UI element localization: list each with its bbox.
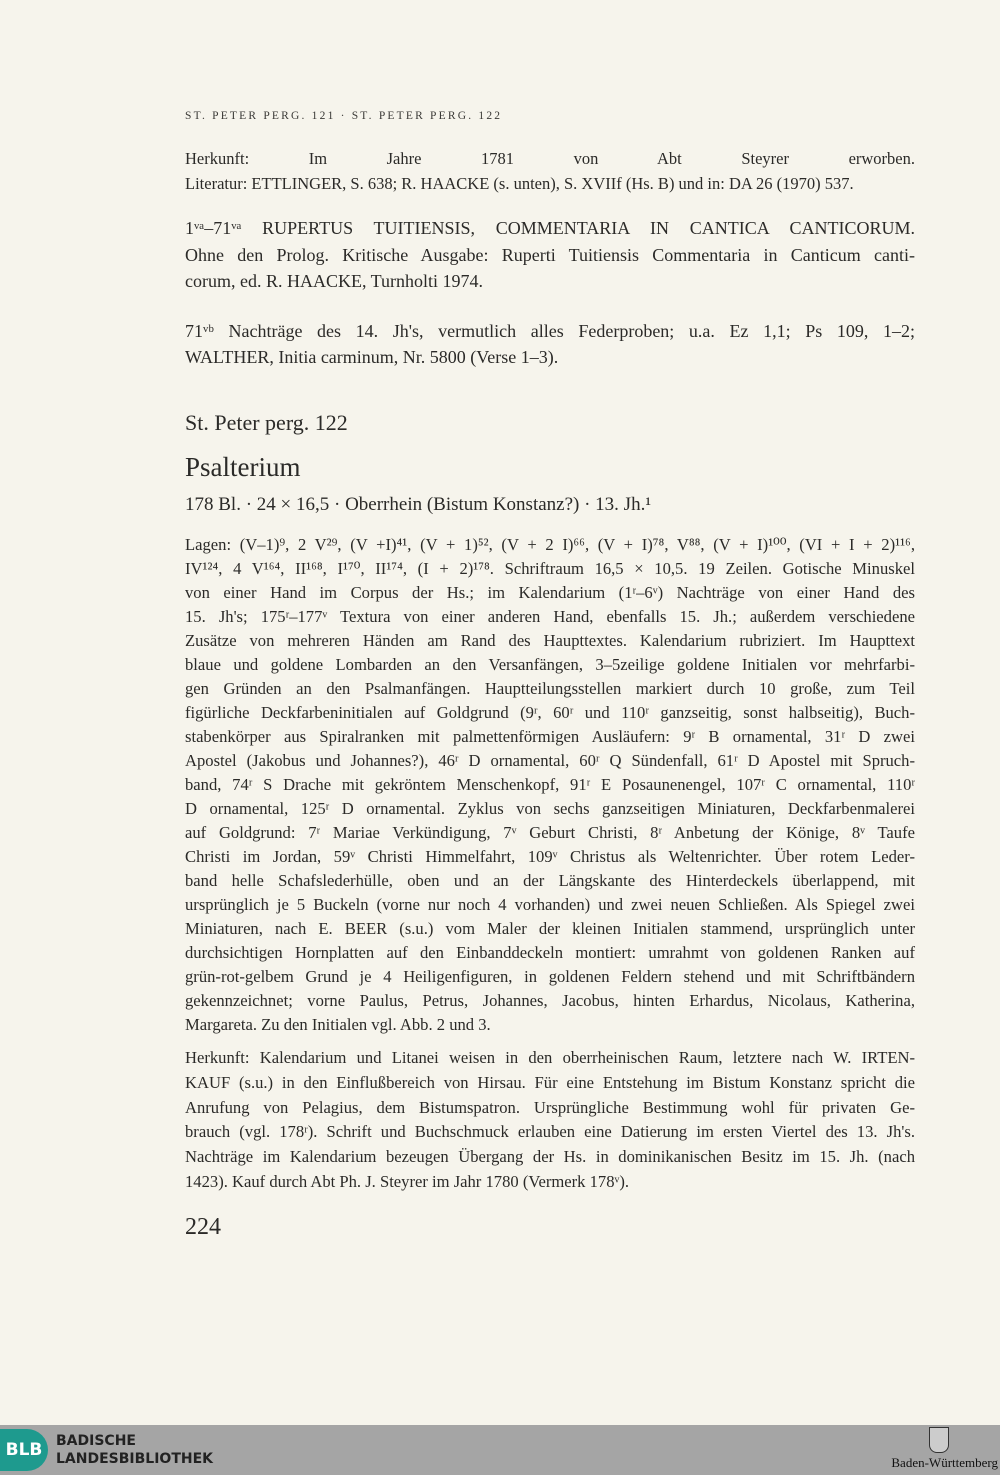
- text-line: band helle Schafslederhülle, oben und an der Längskante des Hinterdeckels überlappend, mit: [185, 871, 915, 890]
- text-line: ursprünglich je 5 Buckeln (vorne nur noch 4 vorhanden) und zwei neuen Schließen. Als Spiegel zwei: [185, 895, 915, 914]
- library-name-line1: BADISCHE: [56, 1433, 136, 1449]
- text-line: auf Goldgrund: 7ʳ Mariae Verkündigung, 7ᵛ Geburt Christi, 8ʳ Anbetung der Könige, 8ᵛ Taufe: [185, 823, 915, 842]
- footer-bar: [0, 1425, 1000, 1475]
- text-line: band, 74ʳ S Drache mit gekröntem Menschenkopf, 91ʳ E Posaunenengel, 107ʳ C ornamental, 110ʳ: [185, 775, 915, 794]
- text-line: durchsichtigen Hornplatten auf den Einbanddeckeln montiert: umrahmt von goldenen Ranken auf: [185, 943, 915, 962]
- text-line: blaue und goldene Lombarden an den Versanfängen, 3–5zeilige goldene Initialen vor mehrfarbi-: [185, 655, 915, 674]
- library-name-line2: LANDESBIBLIOTHEK: [56, 1451, 214, 1467]
- text-line: brauch (vgl. 178ʳ). Schrift und Buchschmuck erlauben eine Datierung im ersten Viertel des 13. Jh's.: [185, 1122, 915, 1142]
- text-line: Zusätze von mehreren Händen am Rand des Haupttextes. Kalendarium rubriziert. Im Haupttext: [185, 631, 915, 650]
- page-number: 224: [185, 1214, 221, 1240]
- text-line: Herkunft: Kalendarium und Litanei weisen in den oberrheinischen Raum, letztere nach W. IRTEN-: [185, 1048, 915, 1067]
- text-line: 1ᵛᵃ–71ᵛᵃ RUPERTUS TUITIENSIS, COMMENTARIA IN CANTICA CANTICORUM.: [185, 218, 915, 238]
- text-line: corum, ed. R. HAACKE, Turnholti 1974.: [185, 271, 484, 291]
- state-label: Baden-Württemberg: [891, 1455, 998, 1470]
- text-line: gekennzeichnet; vorne Paulus, Petrus, Johannes, Jacobus, hinten Erhardus, Nicolaus, Katherina,: [185, 991, 915, 1010]
- manuscript-signature: St. Peter perg. 122: [185, 410, 348, 435]
- text-line: Christi im Jordan, 59ᵛ Christi Himmelfahrt, 109ᵛ Christus als Weltenrichter. Über rotem Leder-: [185, 847, 915, 866]
- manuscript-meta: 178 Bl. · 24 × 16,5 · Oberrhein (Bistum Konstanz?) · 13. Jh.¹: [185, 494, 652, 515]
- text-line: Literatur: ETTLINGER, S. 638; R. HAACKE (s. unten), S. XVIIf (Hs. B) und in: DA 26 (1970) 537.: [185, 174, 854, 193]
- text-line: gen Gründen an den Psalmanfängen. Hauptteilungsstellen markiert durch 10 große, zum Teil: [185, 679, 915, 698]
- text-line: 1423). Kauf durch Abt Ph. J. Steyrer im Jahr 1780 (Vermerk 178ᵛ).: [185, 1171, 630, 1191]
- running-head: ST. PETER PERG. 121 · ST. PETER PERG. 122: [185, 110, 503, 122]
- content-entry-additions: [185, 318, 915, 370]
- text-line: Lagen: (V–1)⁹, 2 V²⁹, (V +I)⁴¹, (V + 1)⁵², (V + 2 I)⁶⁶, (V + I)⁷⁸, V⁸⁸, (V + I)¹⁰⁰, (VI + I + 2)¹¹⁶,: [185, 535, 915, 554]
- library-name[interactable]: [56, 1432, 213, 1468]
- text-line: von einer Hand im Corpus der Hs.; im Kalendarium (1ʳ–6ᵛ) Nachträge von einer Hand des: [185, 583, 915, 602]
- text-line: Ohne den Prolog. Kritische Ausgabe: Ruperti Tuitiensis Commentaria in Canticum canti-: [185, 244, 915, 265]
- text-line: grün-rot-gelbem Grund je 4 Heiligenfiguren, in goldenen Feldern stehend und mit Schriftbändern: [185, 967, 915, 986]
- text-line: Anrufung von Pelagius, dem Bistumspatron. Ursprüngliche Bestimmung wohl für privaten Ge-: [185, 1097, 915, 1117]
- text-line: 15. Jh's; 175ʳ–177ᵛ Textura von einer anderen Hand, ebenfalls 15. Jh.; außerdem verschiedene: [185, 607, 915, 626]
- content-entry-rupertus: [185, 215, 915, 295]
- text-line: figürliche Deckfarbeninitialen auf Goldgrund (9ʳ, 60ʳ und 110ʳ ganzseitig, sonst halbseitig), Buch-: [185, 703, 915, 722]
- text-line: stabenkörper aus Spiralranken mit palmettenförmigen Ausläufern: 9ʳ B ornamental, 31ʳ D zwei: [185, 727, 915, 746]
- text-line: Miniaturen, nach E. BEER (s.u.) vom Maler der kleinen Initialen stammend, ursprünglich unter: [185, 919, 915, 938]
- codicology-description: [185, 533, 915, 1037]
- text-line: IV¹²⁴, 4 V¹⁶⁴, II¹⁶⁸, I¹⁷⁰, II¹⁷⁴, (I + 2)¹⁷⁸. Schriftraum 16,5 × 10,5. 19 Zeilen. Gotische Minuskel: [185, 559, 915, 578]
- manuscript-title: Psalterium: [185, 452, 301, 482]
- text-line: D ornamental, 125ʳ D ornamental. Zyklus von sechs ganzseitigen Miniaturen, Deckfarbenmalerei: [185, 799, 915, 818]
- coat-of-arms-icon: [929, 1427, 949, 1453]
- text-line: WALTHER, Initia carminum, Nr. 5800 (Verse 1–3).: [185, 347, 559, 367]
- text-line: Margareta. Zu den Initialen vgl. Abb. 2 und 3.: [185, 1015, 491, 1034]
- text-line: Nachträge im Kalendarium bezeugen Übergang der Hs. in dominikanischen Besitz im 15. Jh. (nach: [185, 1147, 915, 1167]
- text-line: 71ᵛᵇ Nachträge des 14. Jh's, vermutlich alles Federproben; u.a. Ez 1,1; Ps 109, 1–2;: [185, 321, 915, 341]
- text-line: KAUF (s.u.) in den Einflußbereich von Hirsau. Für eine Entstehung im Bistum Konstanz spricht die: [185, 1072, 915, 1092]
- provenance-description: [185, 1046, 915, 1195]
- text-line: Herkunft: Im Jahre 1781 von Abt Steyrer erworben.: [185, 149, 915, 168]
- text-line: Apostel (Jakobus und Johannes?), 46ʳ D ornamental, 60ʳ Q Sündenfall, 61ʳ D Apostel mit Spruch-: [185, 751, 915, 770]
- blb-logo[interactable]: BLB: [0, 1429, 48, 1471]
- provenance-literature-block: [185, 146, 915, 196]
